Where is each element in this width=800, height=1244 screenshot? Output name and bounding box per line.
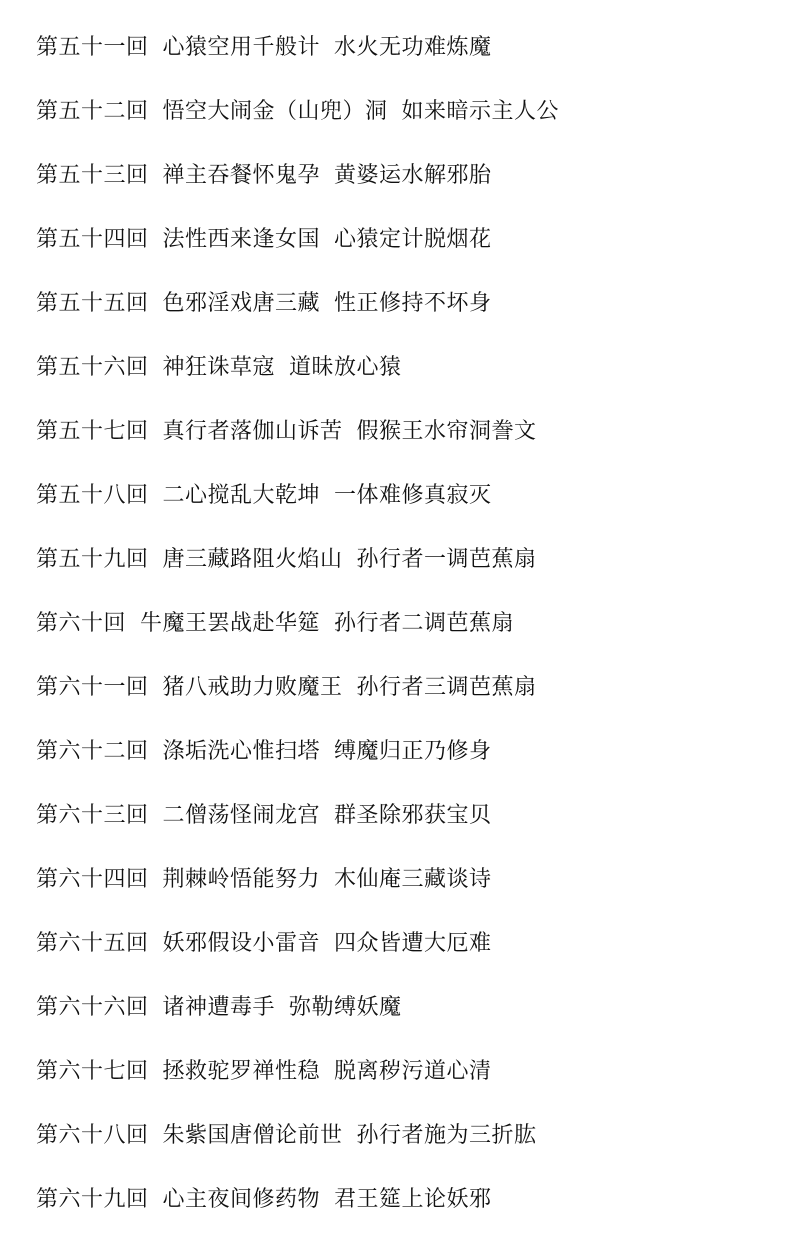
chapter-number: 第六十三回 <box>36 803 149 828</box>
chapter-number: 第六十回 <box>36 611 127 636</box>
chapter-number: 第五十一回 <box>36 35 149 60</box>
chapter-title-second: 如来暗示主人公 <box>401 99 560 124</box>
chapter-title-first: 妖邪假设小雷音 <box>162 931 321 956</box>
chapter-title-first: 悟空大闹金（山兜）洞 <box>162 99 388 124</box>
chapter-title-first: 神狂诛草寇 <box>162 355 276 380</box>
chapter-title-first: 涤垢洗心惟扫塔 <box>162 739 321 764</box>
chapter-title-first: 法性西来逢女国 <box>162 227 321 252</box>
chapter-title-first: 二心搅乱大乾坤 <box>162 483 321 508</box>
chapter-title-first: 真行者落伽山诉苦 <box>162 419 343 444</box>
chapter-title-first: 二僧荡怪闹龙宫 <box>162 803 321 828</box>
chapter-title-second: 脱离秽污道心清 <box>334 1059 492 1084</box>
chapter-row <box>36 1180 776 1244</box>
chapter-number: 第六十二回 <box>36 739 149 764</box>
chapter-row <box>36 796 776 860</box>
chapter-number: 第六十一回 <box>36 675 149 700</box>
chapter-title-first: 猪八戒助力败魔王 <box>162 675 343 700</box>
chapter-number: 第五十五回 <box>36 291 149 316</box>
chapter-number: 第六十四回 <box>36 867 149 892</box>
chapter-title-second: 水火无功难炼魔 <box>334 35 492 60</box>
chapter-row <box>36 92 776 156</box>
chapter-title-second: 假猴王水帘洞誊文 <box>356 419 537 444</box>
chapter-title-first: 禅主吞餐怀鬼孕 <box>162 163 321 188</box>
chapter-row <box>36 348 776 412</box>
chapter-title-first: 诸神遭毒手 <box>162 995 276 1020</box>
chapter-title-second: 木仙庵三藏谈诗 <box>334 867 492 892</box>
chapter-title-first: 牛魔王罢战赴华筵 <box>140 611 321 636</box>
chapter-title-second: 弥勒缚妖魔 <box>289 995 402 1020</box>
chapter-title-second: 缚魔归正乃修身 <box>334 739 492 764</box>
chapter-row <box>36 732 776 796</box>
chapter-row <box>36 668 776 732</box>
chapter-row <box>36 860 776 924</box>
chapter-title-first: 色邪淫戏唐三藏 <box>162 291 321 316</box>
chapter-title-second: 孙行者二调芭蕉扇 <box>334 611 515 636</box>
chapter-number: 第六十八回 <box>36 1123 149 1148</box>
chapter-title-second: 黄婆运水解邪胎 <box>334 163 492 188</box>
chapter-title-first: 唐三藏路阻火焰山 <box>162 547 343 572</box>
chapter-title-second: 一体难修真寂灭 <box>334 483 492 508</box>
chapter-number: 第六十六回 <box>36 995 149 1020</box>
chapter-row <box>36 476 776 540</box>
chapter-row <box>36 220 776 284</box>
chapter-number: 第五十三回 <box>36 163 149 188</box>
chapter-title-second: 孙行者一调芭蕉扇 <box>356 547 537 572</box>
chapter-title-second: 君王筵上论妖邪 <box>334 1187 492 1212</box>
chapter-title-first: 心猿空用千般计 <box>162 35 321 60</box>
chapter-number: 第五十七回 <box>36 419 149 444</box>
chapter-title-second: 孙行者三调芭蕉扇 <box>356 675 537 700</box>
chapter-number: 第五十六回 <box>36 355 149 380</box>
chapter-title-second: 道昧放心猿 <box>289 355 402 380</box>
chapter-number: 第六十五回 <box>36 931 149 956</box>
chapter-row <box>36 1116 776 1180</box>
chapter-title-first: 心主夜间修药物 <box>162 1187 321 1212</box>
chapter-number: 第五十八回 <box>36 483 149 508</box>
chapter-number: 第五十四回 <box>36 227 149 252</box>
chapter-row <box>36 1052 776 1116</box>
chapter-number: 第六十九回 <box>36 1187 149 1212</box>
chapter-number: 第五十九回 <box>36 547 149 572</box>
chapter-title-second: 孙行者施为三折肱 <box>356 1123 537 1148</box>
chapter-title-second: 四众皆遭大厄难 <box>334 931 492 956</box>
chapter-title-second: 心猿定计脱烟花 <box>334 227 492 252</box>
chapter-list <box>36 28 776 1244</box>
chapter-title-first: 荆棘岭悟能努力 <box>162 867 321 892</box>
chapter-title-second: 性正修持不坏身 <box>334 291 492 316</box>
chapter-title-first: 拯救驼罗禅性稳 <box>162 1059 321 1084</box>
chapter-row <box>36 412 776 476</box>
chapter-row <box>36 156 776 220</box>
chapter-row <box>36 28 776 92</box>
chapter-row <box>36 540 776 604</box>
chapter-row <box>36 604 776 668</box>
chapter-number: 第五十二回 <box>36 99 149 124</box>
chapter-row <box>36 988 776 1052</box>
chapter-title-first: 朱紫国唐僧论前世 <box>162 1123 343 1148</box>
chapter-row <box>36 924 776 988</box>
chapter-title-second: 群圣除邪获宝贝 <box>334 803 492 828</box>
chapter-row <box>36 284 776 348</box>
chapter-number: 第六十七回 <box>36 1059 149 1084</box>
